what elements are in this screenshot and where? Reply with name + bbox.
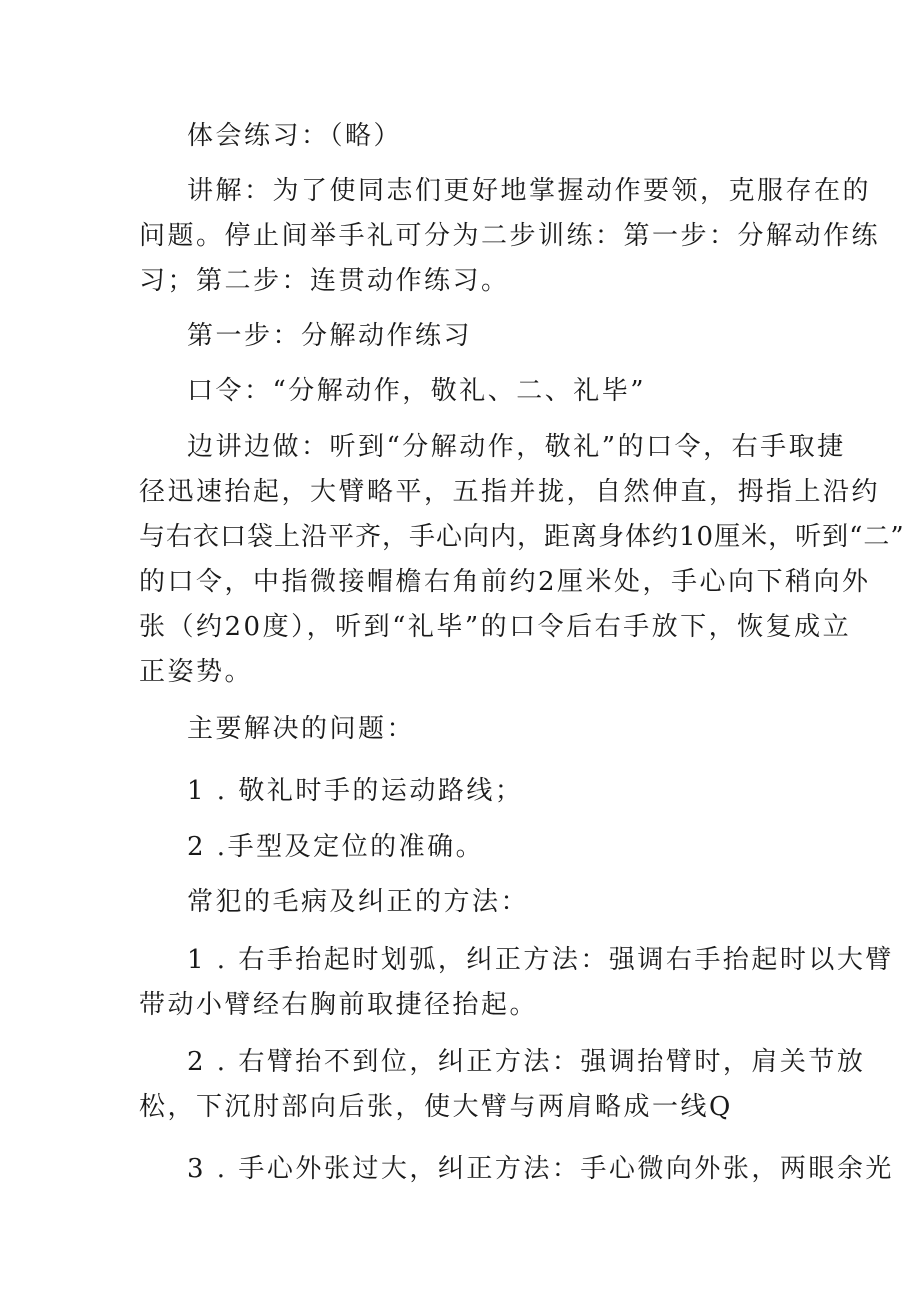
text-line: 与右衣口袋上沿平齐，手心向内，距离身体约10厘米，听到“二” (139, 522, 905, 552)
text-line: 讲解：为了使同志们更好地掌握动作要领，克服存在的 (187, 176, 872, 206)
text-line: 2 . 右臂抬不到位，纠正方法：强调抬臂时，肩关节放 (187, 1047, 866, 1077)
text-line: 松，下沉肘部向后张，使大臂与两肩略成一线Q (139, 1092, 733, 1122)
text-line: 1 . 敬礼时手的运动路线； (187, 776, 524, 806)
text-line: 径迅速抬起，大臂略平，五指并拢，自然伸直，拇指上沿约 (139, 477, 881, 507)
text-line: 正姿势。 (139, 657, 254, 687)
text-line: 2 .手型及定位的准确。 (187, 832, 485, 862)
text-line: 主要解决的问题： (187, 714, 416, 744)
text-line: 口令：“分解动作，敬礼、二、礼毕” (187, 376, 647, 406)
text-line: 问题。停止间举手礼可分为二步训练：第一步：分解动作练 (139, 221, 881, 251)
text-line: 第一步：分解动作练习 (187, 321, 473, 351)
text-line: 体会练习：（略） (187, 121, 403, 151)
text-line: 边讲边做：听到“分解动作，敬礼”的口令，右手取捷 (187, 432, 846, 462)
text-line: 1 . 右手抬起时划弧，纠正方法：强调右手抬起时以大臂 (187, 945, 894, 975)
text-line: 的口令，中指微接帽檐右角前约2厘米处，手心向下稍向外 (139, 567, 871, 597)
text-line: 习；第二步：连贯动作练习。 (139, 266, 510, 296)
text-line: 常犯的毛病及纠正的方法： (187, 887, 530, 917)
text-line: 3 . 手心外张过大，纠正方法：手心微向外张，两眼余光 (187, 1154, 894, 1184)
text-line: 张（约20度），听到“礼毕”的口令后右手放下，恢复成立 (139, 612, 852, 642)
text-line: 带动小臂经右胸前取捷径抬起。 (139, 990, 539, 1020)
